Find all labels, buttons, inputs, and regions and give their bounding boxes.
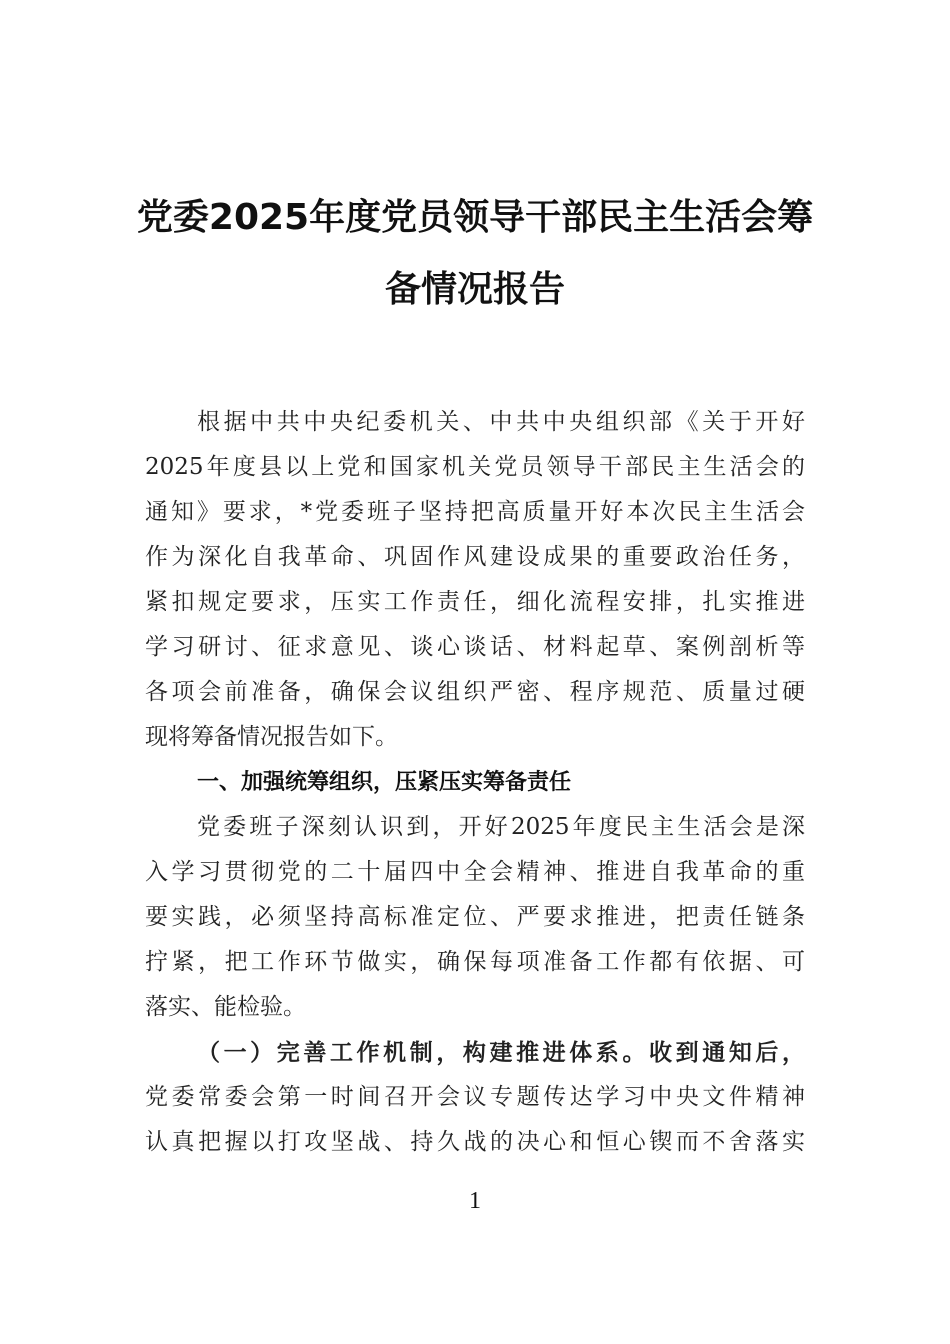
document-title-line-1: 党委2025年度党员领导干部民主生活会筹 [136, 197, 814, 238]
text-line: 现将筹备情况报告如下。 [145, 724, 398, 750]
text-line: 党委班子深刻认识到，开好2025年度民主生活会是深 [197, 814, 805, 840]
text-line: 党委常委会第一时间召开会议专题传达学习中央文件精神 [145, 1084, 805, 1110]
text-line: 通知》要求，*党委班子坚持把高质量开好本次民主生活会 [145, 499, 805, 525]
document-body [145, 400, 805, 1165]
text-line: 拧紧，把工作环节做实，确保每项准备工作都有依据、可 [145, 949, 805, 975]
text-line: 根据中共中央纪委机关、中共中央组织部《关于开好 [197, 409, 805, 435]
paragraph-2 [145, 805, 805, 1030]
paragraph-3 [145, 1030, 805, 1165]
text-line: （一）完善工作机制，构建推进体系。收到通知后， [197, 1039, 805, 1066]
text-line: 要实践，必须坚持高标准定位、严要求推进，把责任链条 [145, 904, 805, 930]
section-heading: 一、加强统筹组织，压紧压实筹备责任 [197, 770, 572, 795]
text-line: 学习研讨、征求意见、谈心谈话、材料起草、案例剖析等 [145, 634, 805, 660]
text-line: 作为深化自我革命、巩固作风建设成果的重要政治任务， [145, 544, 805, 570]
text-line: 紧扣规定要求，压实工作责任，细化流程安排，扎实推进 [145, 589, 805, 615]
text-line: 各项会前准备，确保会议组织严密、程序规范、质量过硬 [145, 679, 805, 705]
paragraph-1 [145, 400, 805, 760]
text-line: 落实、能检验。 [145, 994, 306, 1020]
document-title-line-2: 备情况报告 [384, 269, 565, 310]
page-number: 1 [469, 1188, 481, 1214]
text-line: 2025年度县以上党和国家机关党员领导干部民主生活会的 [145, 454, 805, 480]
text-line: 认真把握以打攻坚战、持久战的决心和恒心锲而不舍落实 [145, 1129, 805, 1155]
text-line: 入学习贯彻党的二十届四中全会精神、推进自我革命的重 [145, 859, 805, 885]
